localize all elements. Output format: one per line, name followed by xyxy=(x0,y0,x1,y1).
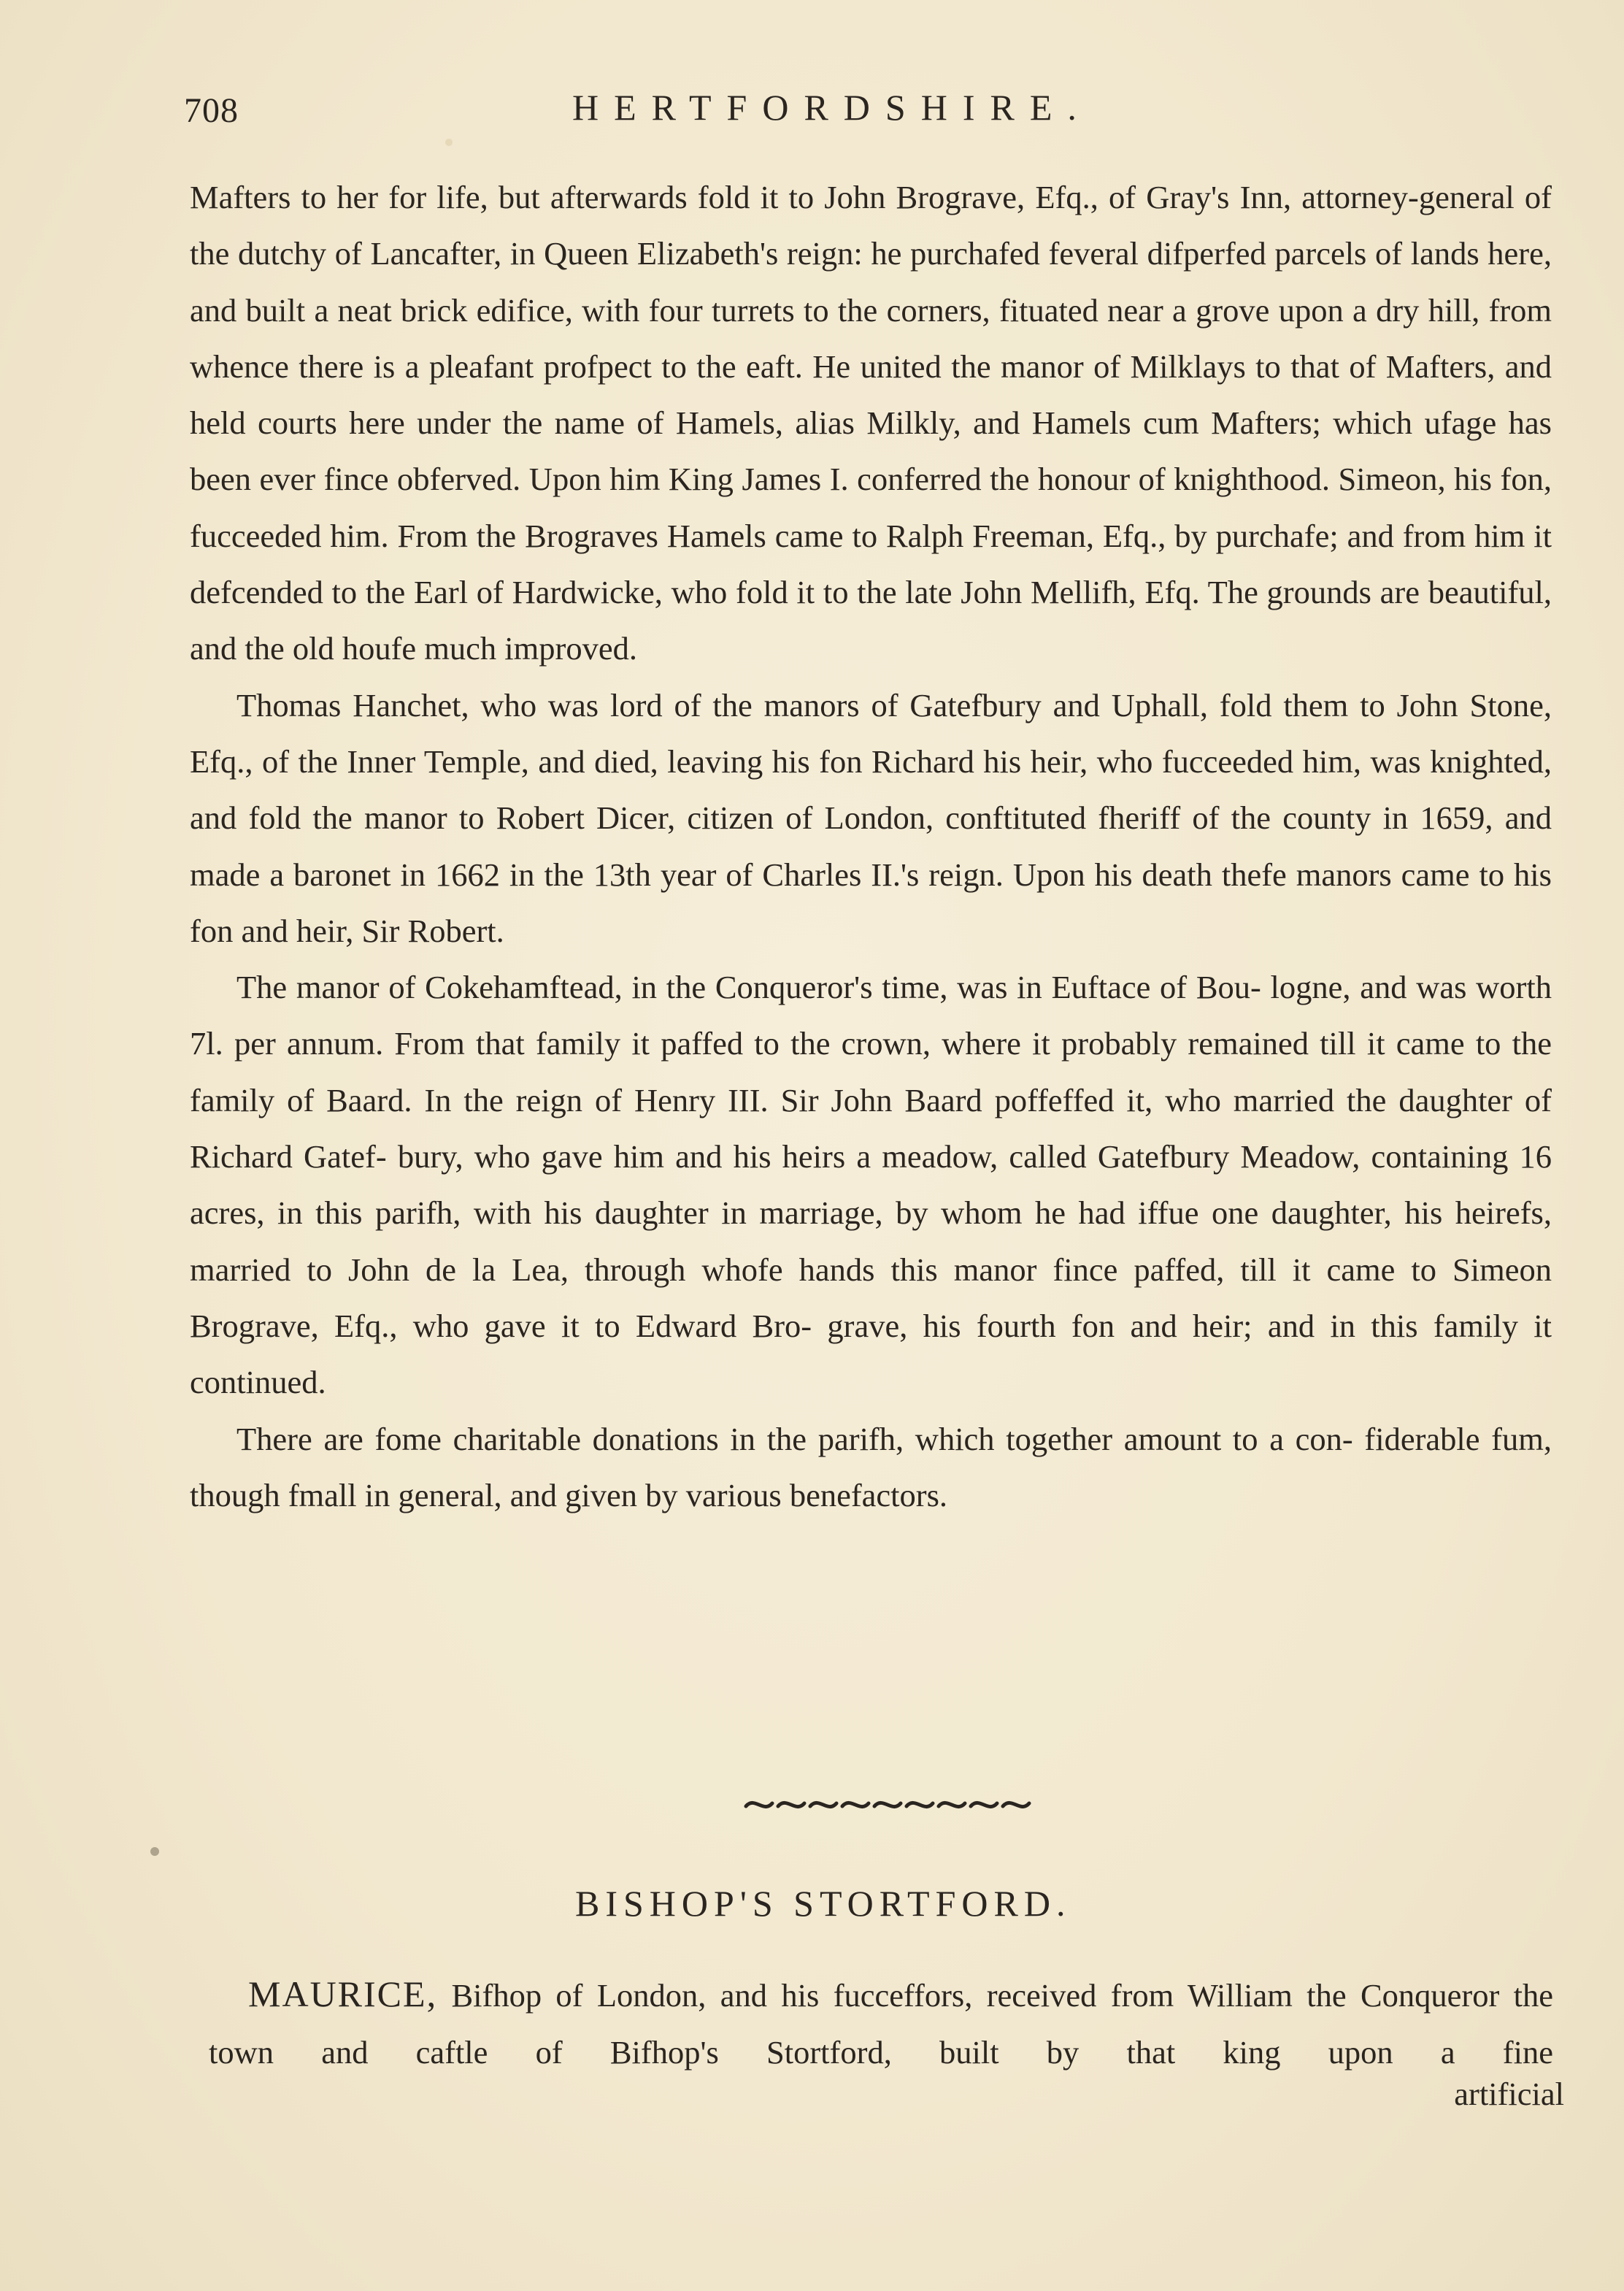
section-title: BISHOP'S STORTFORD. xyxy=(575,1883,1071,1924)
paragraph: Mafters to her for life, but afterwards fold it to John Brograve, Efq., of Gray's Inn, attorney-general of the dutchy of Lancafter, in Queen Elizabeth's reign: he purchafed feveral difperfed parcels of lands here, and built a neat brick edifice, with four turrets to the corners, fituated near a grove upon a dry hill, from whence there is a pleafant profpect to the eaft. He united the manor of Milklays to that of Mafters, and held courts here under the name of Hamels, alias Milkly, and Hamels cum Mafters; which ufage has been ever fince obferved. Upon him King James I. conferred the honour of knighthood. Simeon, his fon, fucceeded him. From the Brograves Hamels came to Ralph Freeman, Efq., by purchafe; and from him it defcended to the Earl of Hardwicke, who fold it to the late John Mellifh, Efq. The grounds are beautiful, and the old houfe much improved. xyxy=(190,179,1552,667)
catchword: artificial xyxy=(1454,2076,1564,2112)
opening-word: MAURICE, xyxy=(248,1973,438,2014)
page-number: 708 xyxy=(184,91,239,130)
paragraph xyxy=(209,1965,1553,2081)
paragraph: There are fome charitable donations in the parifh, which together amount to a con- fiderable fum, though fmall in general, and given by various benefactors. xyxy=(190,1420,1552,1513)
main-text xyxy=(190,169,1552,1524)
paper-spot xyxy=(445,139,453,146)
section-text xyxy=(209,1965,1553,2081)
paragraph: The manor of Cokehamftead, in the Conqueror's time, was in Euftace of Bou- logne, and was worth 7l. per annum. From that family it paffed to the crown, where it probably remained till it came to the family of Baard. In the reign of Henry III. Sir John Baard poffeffed it, who married the daughter of Richard Gatef- bury, who gave him and his heirs a meadow, called Gatefbury Meadow, containing 16 acres, in this parifh, with his daughter in marriage, by whom he had iffue one daughter, his heirefs, married to John de la Lea, through whofe hands this manor fince paffed, till it came to Simeon Brograve, Efq., who gave it to Edward Bro- grave, his fourth fon and heir; and in this family it continued. xyxy=(190,969,1552,1401)
opening-text: Bifhop of London, and his fucceffors, received from William the Conqueror the town and caftle of Bifhop's Stortford, built by that king upon a fine xyxy=(209,1977,1554,2071)
decorative-rule-icon xyxy=(740,1789,1035,1818)
running-title: HERTFORDSHIRE. xyxy=(572,87,1092,128)
paper-spot xyxy=(150,1847,159,1856)
paragraph: Thomas Hanchet, who was lord of the manors of Gatefbury and Uphall, fold them to John Stone, Efq., of the Inner Temple, and died, leaving his fon Richard his heir, who fucceeded him, was knighted, and fold the manor to Robert Dicer, citizen of London, conftituted fheriff of the county in 1659, and made a baronet in 1662 in the 13th year of Charles II.'s reign. Upon his death thefe manors came to his fon and heir, Sir Robert. xyxy=(190,686,1552,949)
page-header xyxy=(184,86,1556,137)
